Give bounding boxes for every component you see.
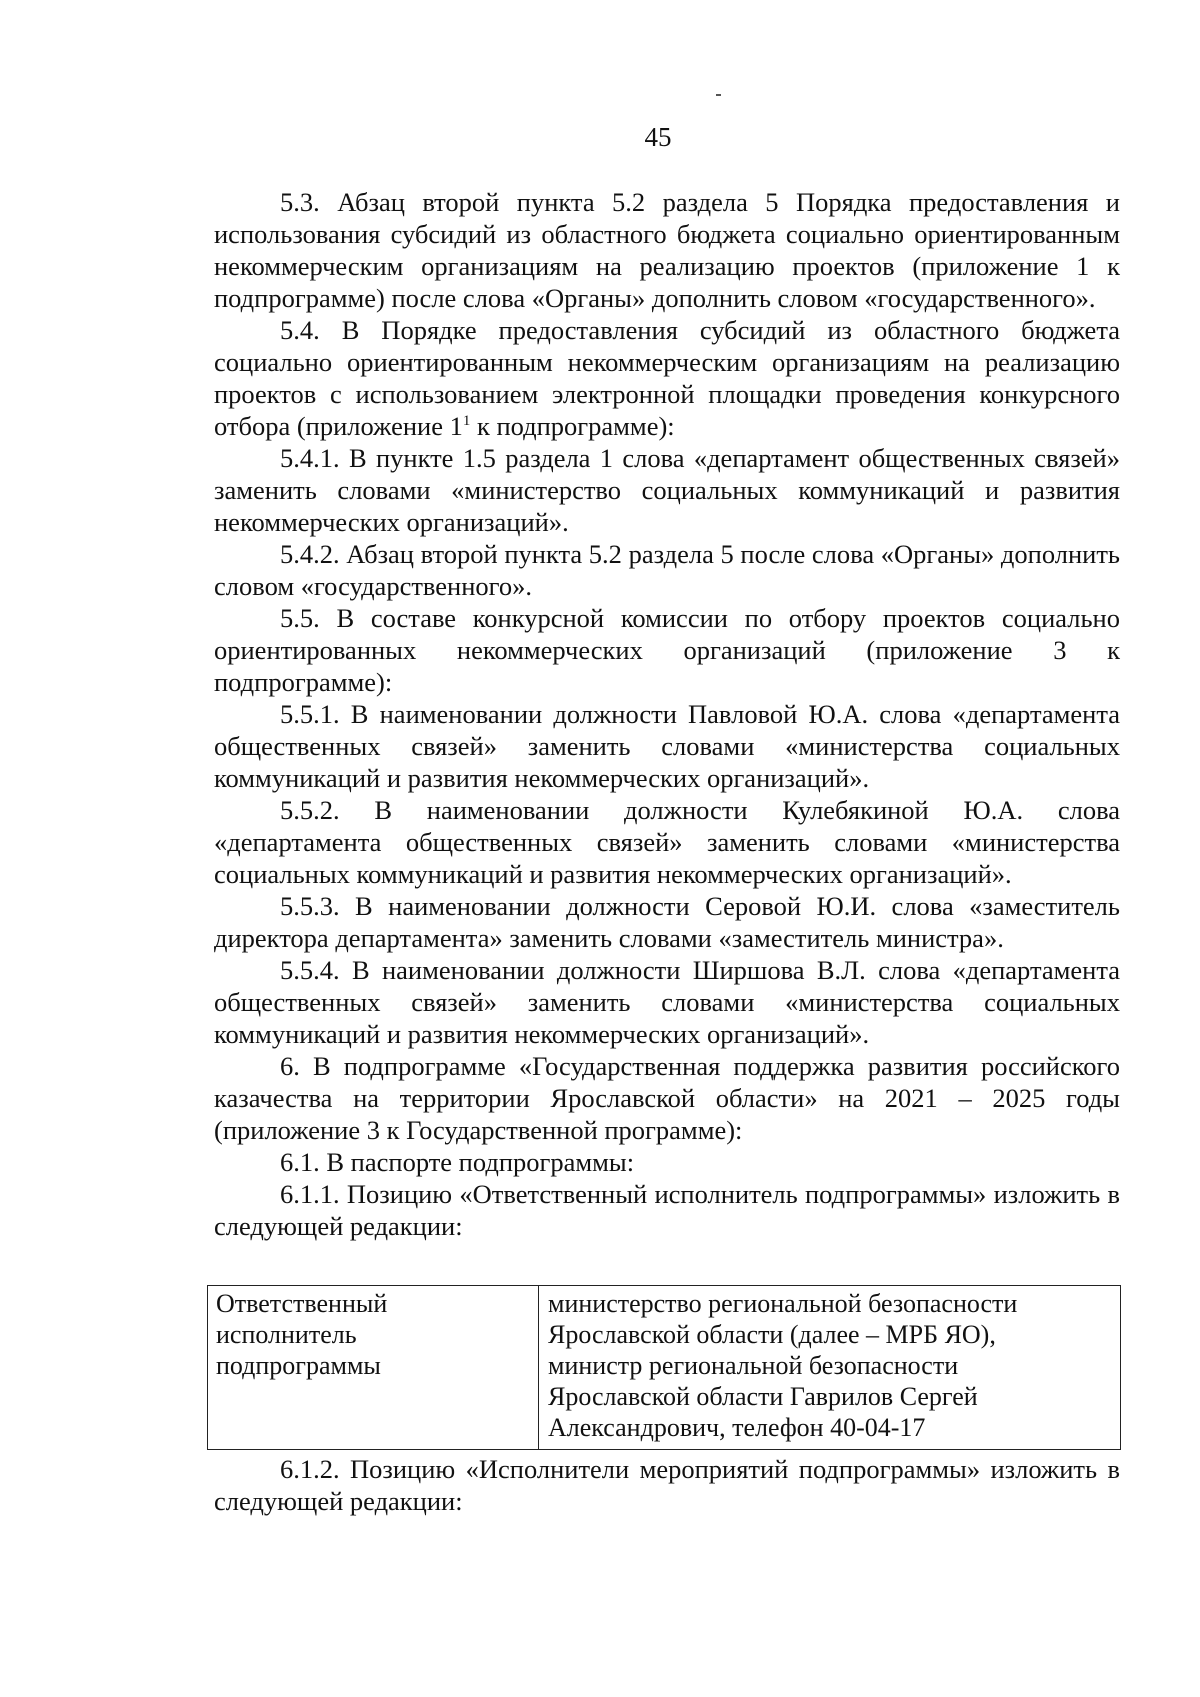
table-label-cell bbox=[208, 1286, 539, 1450]
paragraph-5-4-tail: к подпрограмме): bbox=[470, 411, 675, 441]
document-body-continued bbox=[214, 1453, 1120, 1517]
paragraph-5-4-1: 5.4.1. В пункте 1.5 раздела 1 слова «департамент общественных связей» заменить словами «министерство социальных коммуникаций и развития некоммерческих организаций». bbox=[214, 443, 1120, 537]
paragraph-6-1: 6.1. В паспорте подпрограммы: bbox=[280, 1147, 635, 1177]
table-value-line: министр региональной безопасности bbox=[548, 1351, 959, 1380]
table-value-cell bbox=[539, 1286, 1121, 1450]
paragraph-5-5: 5.5. В составе конкурсной комиссии по отбору проектов социально ориентированных некоммерческих организаций (приложение 3 к подпрограмме): bbox=[214, 603, 1120, 697]
table-value-line: министерство региональной безопасности bbox=[548, 1289, 1018, 1318]
paragraph-6: 6. В подпрограмме «Государственная поддержка развития российского казачества на территории Ярославской области» на 2021 – 2025 годы (приложение 3 к Государственной программе): bbox=[214, 1051, 1120, 1145]
table-value-line: Ярославской области (далее – МРБ ЯО), bbox=[548, 1320, 996, 1349]
paragraph-6-1-2: 6.1.2. Позицию «Исполнители мероприятий подпрограммы» изложить в следующей редакции: bbox=[214, 1454, 1120, 1516]
table-label-line: исполнитель bbox=[216, 1320, 357, 1349]
responsible-executor-table bbox=[207, 1285, 1121, 1450]
document-body bbox=[214, 186, 1120, 1242]
appendix-superscript: 1 bbox=[462, 413, 471, 430]
paragraph-5-4-2: 5.4.2. Абзац второй пункта 5.2 раздела 5 после слова «Органы» дополнить словом «государственного». bbox=[214, 539, 1120, 601]
table-label-line: подпрограммы bbox=[216, 1351, 381, 1380]
paragraph-5-4-text: 5.4. В Порядке предоставления субсидий из областного бюджета социально ориентированным некоммерческим организациям на реализацию проектов с использованием электронной площадки проведения конкурсного отбора (приложение 1 bbox=[214, 315, 1120, 441]
table-row bbox=[208, 1286, 1121, 1450]
paragraph-5-5-2: 5.5.2. В наименовании должности Кулебякиной Ю.А. слова «департамента общественных связей» заменить словами «министерства социальных коммуникаций и развития некоммерческих организаций». bbox=[214, 795, 1120, 889]
paragraph-5-5-1: 5.5.1. В наименовании должности Павловой Ю.А. слова «департамента общественных связей» заменить словами «министерства социальных коммуникаций и развития некоммерческих организаций». bbox=[214, 699, 1120, 793]
page-number: 45 bbox=[644, 122, 672, 152]
paragraph-5-5-3: 5.5.3. В наименовании должности Серовой Ю.И. слова «заместитель директора департамента» заменить словами «заместитель министра». bbox=[214, 891, 1120, 953]
paragraph-5-3: 5.3. Абзац второй пункта 5.2 раздела 5 Порядка предоставления и использования субсидий из областного бюджета социально ориентированным некоммерческим организациям на реализацию проектов (приложение 1 к подпрограмме) после слова «Органы» дополнить словом «государственного». bbox=[214, 187, 1120, 313]
paragraph-5-5-4: 5.5.4. В наименовании должности Ширшова В.Л. слова «департамента общественных связей» заменить словами «министерства социальных коммуникаций и развития некоммерческих организаций». bbox=[214, 955, 1120, 1049]
paragraph-6-1-1: 6.1.1. Позицию «Ответственный исполнитель подпрограммы» изложить в следующей редакции: bbox=[214, 1179, 1120, 1241]
table-value-line: Александрович, телефон 40-04-17 bbox=[548, 1413, 926, 1442]
table-value-line: Ярославской области Гаврилов Сергей bbox=[548, 1382, 978, 1411]
paragraph-5-4 bbox=[214, 314, 1120, 442]
scan-speck bbox=[716, 94, 721, 96]
table-label-line: Ответственный bbox=[216, 1289, 388, 1318]
